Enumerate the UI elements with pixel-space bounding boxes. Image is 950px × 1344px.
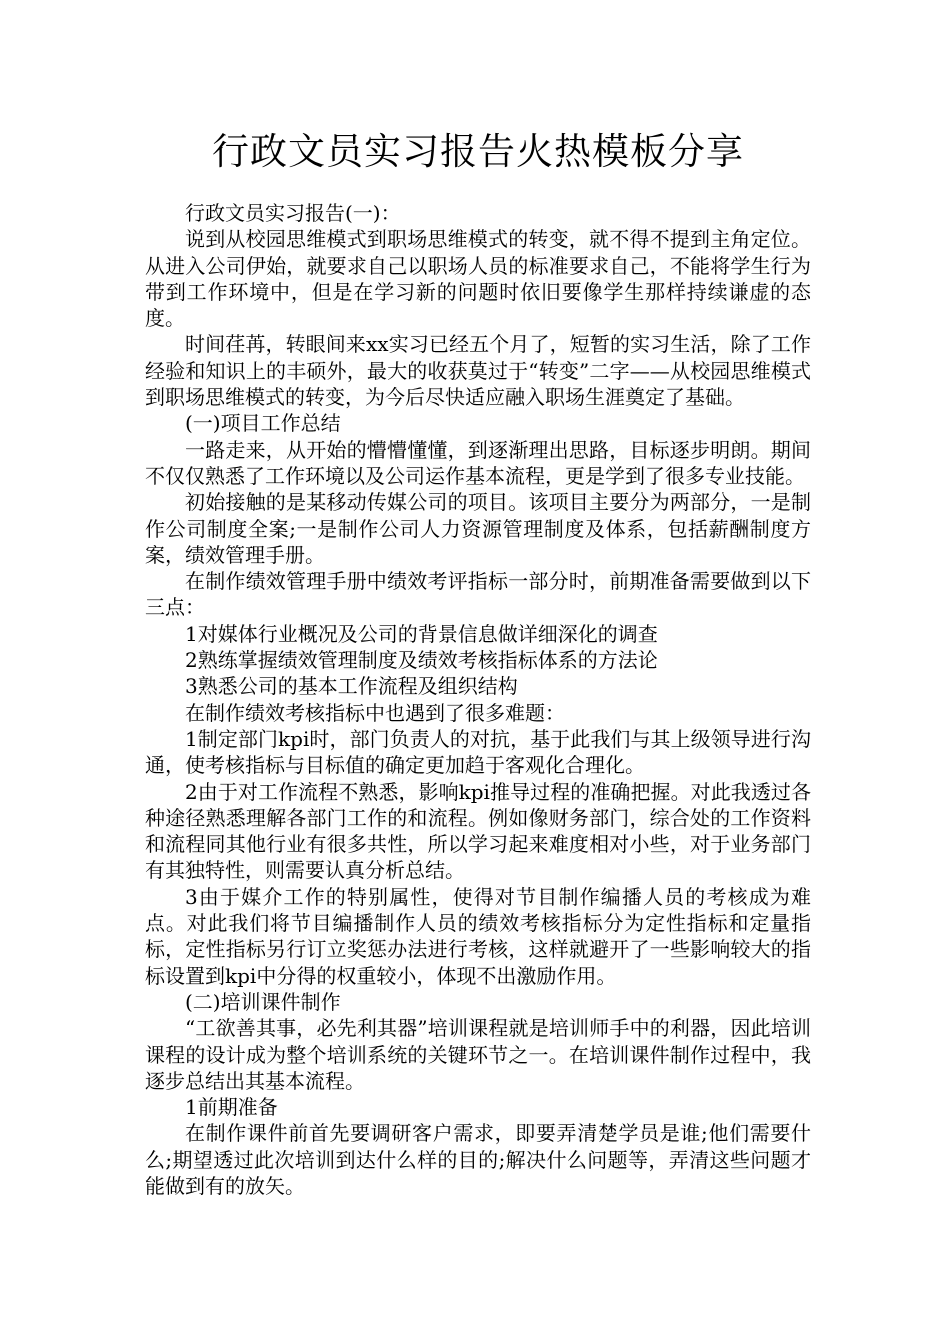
paragraph: 说到从校园思维模式到职场思维模式的转变，就不得不提到主角定位。从进入公司伊始，就要求自己以职场人员的标准要求自己，不能将学生行为带到工作环境中，但是在学习新的问题时依旧要像学生那样持续谦虚的态度。 [145,227,811,331]
section-heading-training-courseware: (二)培训课件制作 [185,989,341,1014]
paragraph: 初始接触的是某移动传媒公司的项目。该项目主要分为两部分，一是制作公司制度全案;一是制作公司人力资源管理制度及体系，包括薪酬制度方案，绩效管理手册。 [145,490,811,567]
list-item: 2熟练掌握绩效管理制度及绩效考核指标体系的方法论 [185,648,658,673]
paragraph: 时间荏苒，转眼间来xx实习已经五个月了，短暂的实习生活，除了工作经验和知识上的丰硕外，最大的收获莫过于“转变”二字——从校园思维模式到职场思维模式的转变，为今后尽快适应融入职场生涯奠定了基础。 [145,332,811,410]
document-body [145,200,811,1199]
list-item: 3由于媒介工作的特别属性，使得对节目制作编播人员的考核成为难点。对此我们将节目编播制作人员的绩效考核指标分为定性指标和定量指标，定性指标另行订立奖惩办法进行考核，这样就避开了一些影响较大的指标设置到kpi中分得的权重较小，体现不出激励作用。 [145,884,811,988]
list-item: 2由于对工作流程不熟悉，影响kpi推导过程的准确把握。对此我透过各种途径熟悉理解各部门工作的和流程。例如像财务部门，综合处的工作资料和流程同其他行业有很多共性，所以学习起来难度相对小些，对于业务部门有其独特性，则需要认真分析总结。 [145,779,811,883]
subheading-preparation: 1前期准备 [185,1095,278,1120]
list-item: 1制定部门kpi时，部门负责人的对抗，基于此我们与其上级领导进行沟通，使考核指标与目标值的确定更加趋于客观化合理化。 [145,726,811,778]
paragraph: 在制作绩效管理手册中绩效考评指标一部分时，前期准备需要做到以下三点： [145,569,811,620]
document-title: 行政文员实习报告火热模板分享 [212,130,744,173]
paragraph-heading-part-one: 行政文员实习报告(一)： [185,201,401,225]
paragraph: 在制作绩效考核指标中也遇到了很多难题： [185,700,565,725]
list-item: 1对媒体行业概况及公司的背景信息做详细深化的调查 [185,621,658,646]
paragraph: 一路走来，从开始的懵懵懂懂，到逐渐理出思路，目标逐步明朗。期间不仅仅熟悉了工作环境以及公司运作基本流程，更是学到了很多专业技能。 [145,437,811,488]
paragraph: 在制作课件前首先要调研客户需求，即要弄清楚学员是谁;他们需要什么;期望透过此次培训到达什么样的目的;解决什么问题等，弄清这些问题才能做到有的放矢。 [145,1121,811,1198]
list-item: 3熟悉公司的基本工作流程及组织结构 [185,674,518,699]
section-heading-project-summary: (一)项目工作总结 [185,411,341,436]
document-page [145,0,811,1199]
paragraph: “工欲善其事，必先利其器”培训课程就是培训师手中的利器，因此培训课程的设计成为整个培训系统的关键环节之一。在培训课件制作过程中，我逐步总结出其基本流程。 [145,1016,811,1093]
